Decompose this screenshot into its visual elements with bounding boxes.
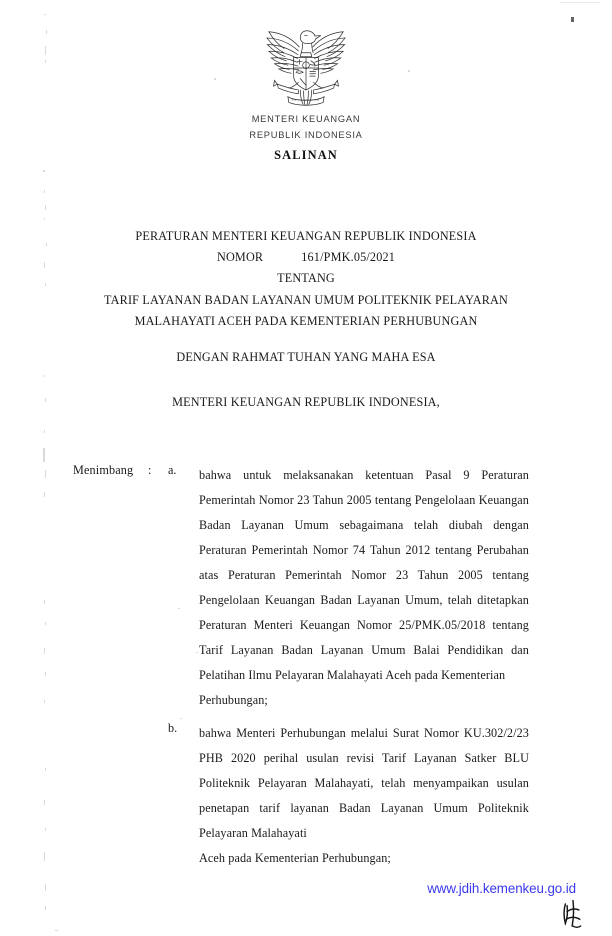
issuer-line: MENTERI KEUANGAN REPUBLIK INDONESIA, (172, 395, 440, 409)
subject-line-2: MALAHAYATI ACEH PADA KEMENTERIAN PERHUBUNGAN (134, 313, 478, 328)
consideration-marker-a: a. (168, 463, 177, 477)
consideration-item-b (168, 721, 529, 871)
subject-line-1: TARIF LAYANAN BADAN LAYANAN UMUM POLITEKNIK PELAYARAN (104, 292, 508, 307)
consideration-item-a (168, 463, 529, 713)
jdih-website-url[interactable]: www.jdih.kemenkeu.go.id (427, 881, 576, 896)
about-label: TENTANG (277, 271, 335, 286)
handwritten-initial-mark-icon (556, 898, 590, 932)
consideration-text-a (199, 463, 529, 713)
regulation-number-row (217, 247, 395, 268)
ministry-name-line-1: MENTERI KEUANGAN (251, 114, 361, 124)
regulation-heading: PERATURAN MENTERI KEUANGAN REPUBLIK INDONESIA (135, 229, 477, 243)
considerations-label: Menimbang (73, 463, 134, 477)
consideration-text-b (199, 721, 529, 871)
consideration-b-paragraph-1: bahwa Menteri Perhubungan melalui Surat Nomor KU.302/2/23 PHB 2020 perihal usulan revisi Tarif Layanan Satker BLU Politeknik Pelayaran Malahayati, telah menyampaikan usulan penetapan tarif layanan Badan Layanan Umum Politeknik Pelayaran Malahayati (199, 726, 529, 840)
garuda-pancasila-emblem (258, 26, 354, 110)
title-block (56, 226, 556, 332)
copy-mark-salinan: SALINAN (274, 148, 338, 163)
number-label: NOMOR (216, 250, 264, 265)
masthead (0, 26, 612, 163)
ministry-name-line-2: REPUBLIK INDONESIA (249, 129, 363, 140)
considerations-colon: : (148, 463, 152, 477)
consideration-a-paragraph-2: Perhubungan; (199, 693, 268, 707)
number-value: 161/PMK.05/2021 (301, 250, 396, 265)
consideration-marker-b: b. (168, 721, 178, 735)
consideration-b-paragraph-2: Aceh pada Kementerian Perhubungan; (199, 851, 391, 865)
invocation-line: DENGAN RAHMAT TUHAN YANG MAHA ESA (176, 350, 436, 364)
consideration-a-paragraph-1: bahwa untuk melaksanakan ketentuan Pasal 9 Peraturan Pemerintah Nomor 23 Tahun 2005 tentang Pengelolaan Keuangan Badan Layanan Umum sebagaimana telah diubah dengan Peraturan Pemerintah Nomor 74 Tahun 2012 tentang Perubahan atas Peraturan Pemerintah Nomor 23 Tahun 2005 tentang Pengelolaan Keuangan Badan Layanan Umum, telah ditetapkan Peraturan Menteri Keuangan Nomor 25/PMK.05/2018 tentang Tarif Layanan Badan Layanan Umum Balai Pendidikan dan Pelatihan Ilmu Pelayaran Malahayati Aceh pada Kementerian (199, 468, 529, 682)
